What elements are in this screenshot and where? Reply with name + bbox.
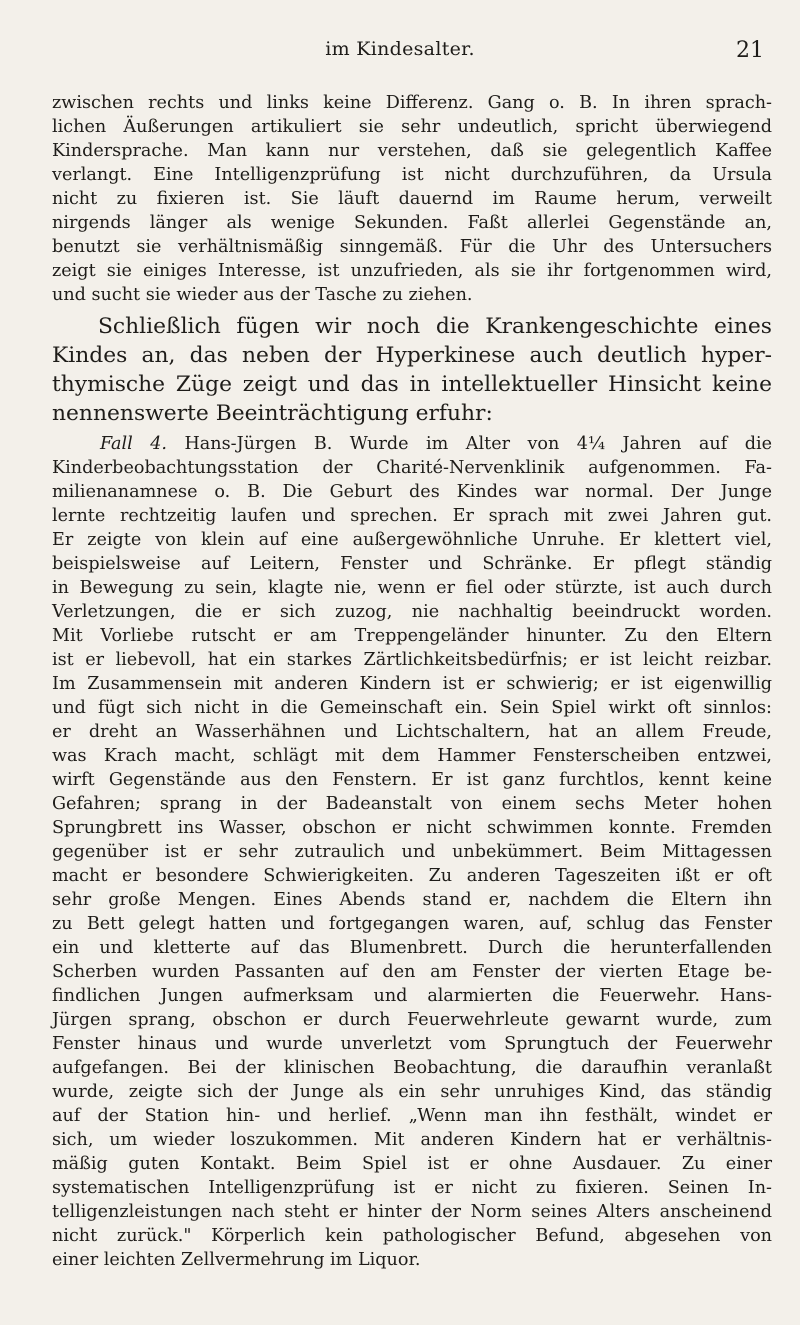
- intro-line: Kindes an, das neben der Hyperkinese auch deutlich hyper-: [52, 343, 772, 368]
- text-line: Im Zusammensein mit anderen Kindern ist er schwierig; er ist eigenwillig: [52, 674, 772, 694]
- text-line: zeigt sie einiges Interesse, ist unzufrieden, als sie ihr fortgenommen wird,: [52, 261, 772, 281]
- text-line: Er zeigte von klein auf eine außergewöhnliche Unruhe. Er klettert viel,: [52, 530, 772, 550]
- text-line: wurde, zeigte sich der Junge als ein sehr unruhiges Kind, das ständig: [52, 1082, 772, 1102]
- intro-line: thymische Züge zeigt und das in intellektueller Hinsicht keine: [52, 372, 772, 397]
- text-line: systematischen Intelligenzprüfung ist er nicht zu fixieren. Seinen In-: [52, 1178, 772, 1198]
- page-number: 21: [736, 38, 764, 63]
- text-line: benutzt sie verhältnismäßig sinngemäß. Für die Uhr des Untersuchers: [52, 237, 772, 257]
- case-first-line-text: Hans-Jürgen B. Wurde im Alter von 4¼ Jahren auf die: [184, 434, 773, 454]
- text-line: wirft Gegenstände aus den Fenstern. Er ist ganz furchtlos, kennt keine: [52, 770, 772, 790]
- text-line: beispielsweise auf Leitern, Fenster und Schränke. Er pflegt ständig: [52, 554, 772, 574]
- text-line: Kinderbeobachtungsstation der Charité-Nervenklinik aufgenommen. Fa-: [52, 458, 772, 478]
- text-line: Jürgen sprang, obschon er durch Feuerwehrleute gewarnt wurde, zum: [52, 1010, 772, 1030]
- text-line: zwischen rechts und links keine Differenz. Gang o. B. In ihren sprach-: [52, 93, 772, 113]
- text-line: aufgefangen. Bei der klinischen Beobachtung, die daraufhin veranlaßt: [52, 1058, 772, 1078]
- text-line: auf der Station hin- und herlief. „Wenn man ihn festhält, windet er: [52, 1106, 772, 1126]
- text-line: Scherben wurden Passanten auf den am Fenster der vierten Etage be-: [52, 962, 772, 982]
- text-line: und fügt sich nicht in die Gemeinschaft ein. Sein Spiel wirkt oft sinnlos:: [52, 698, 772, 718]
- text-line: milienanamnese o. B. Die Geburt des Kindes war normal. Der Junge: [52, 482, 772, 502]
- text-line: nicht zurück." Körperlich kein pathologischer Befund, abgesehen von: [52, 1226, 772, 1246]
- text-line: nicht zu fixieren ist. Sie läuft dauernd im Raume herum, verweilt: [52, 189, 772, 209]
- text-line: verlangt. Eine Intelligenzprüfung ist nicht durchzuführen, da Ursula: [52, 165, 772, 185]
- running-title: im Kindesalter.: [325, 38, 475, 60]
- text-line: telligenzleistungen nach steht er hinter der Norm seines Alters anscheinend: [52, 1202, 772, 1222]
- text-line: ist er liebevoll, hat ein starkes Zärtlichkeitsbedürfnis; er ist leicht reizbar.: [52, 650, 772, 670]
- text-line: Sprungbrett ins Wasser, obschon er nicht schwimmen konnte. Fremden: [52, 818, 772, 838]
- case-label: Fall 4.: [100, 434, 167, 454]
- text-line: ein und kletterte auf das Blumenbrett. Durch die herunterfallenden: [52, 938, 772, 958]
- text-line: in Bewegung zu sein, klagte nie, wenn er fiel oder stürzte, ist auch durch: [52, 578, 772, 598]
- text-line: findlichen Jungen aufmerksam und alarmierten die Feuerwehr. Hans-: [52, 986, 772, 1006]
- text-line: Verletzungen, die er sich zuzog, nie nachhaltig beeindruckt worden.: [52, 602, 772, 622]
- text-line: Mit Vorliebe rutscht er am Treppengeländer hinunter. Zu den Eltern: [52, 626, 772, 646]
- case-first-line: [100, 433, 772, 456]
- text-line: macht er besondere Schwierigkeiten. Zu anderen Tageszeiten ißt er oft: [52, 866, 772, 886]
- text-line: er dreht an Wasserhähnen und Lichtschaltern, hat an allem Freude,: [52, 722, 772, 742]
- text-line: was Krach macht, schlägt mit dem Hammer Fensterscheiben entzwei,: [52, 746, 772, 766]
- text-line: gegenüber ist er sehr zutraulich und unbekümmert. Beim Mittagessen: [52, 842, 772, 862]
- text-line: nirgends länger als wenige Sekunden. Faßt allerlei Gegenstände an,: [52, 213, 772, 233]
- text-line: sich, um wieder loszukommen. Mit anderen Kindern hat er verhältnis-: [52, 1130, 772, 1150]
- text-line: einer leichten Zellvermehrung im Liquor.: [52, 1250, 421, 1270]
- text-line: lernte rechtzeitig laufen und sprechen. Er sprach mit zwei Jahren gut.: [52, 506, 772, 526]
- text-line: und sucht sie wieder aus der Tasche zu ziehen.: [52, 285, 473, 305]
- text-line: Kindersprache. Man kann nur verstehen, daß sie gelegentlich Kaffee: [52, 141, 772, 161]
- running-head: [0, 38, 800, 68]
- intro-line: Schließlich fügen wir noch die Krankengeschichte eines: [98, 314, 772, 339]
- text-line: lichen Äußerungen artikuliert sie sehr undeutlich, spricht überwiegend: [52, 117, 772, 137]
- text-line: sehr große Mengen. Eines Abends stand er, nachdem die Eltern ihn: [52, 890, 772, 910]
- text-line: mäßig guten Kontakt. Beim Spiel ist er ohne Ausdauer. Zu einer: [52, 1154, 772, 1174]
- text-line: Gefahren; sprang in der Badeanstalt von einem sechs Meter hohen: [52, 794, 772, 814]
- text-line: zu Bett gelegt hatten und fortgegangen waren, auf, schlug das Fenster: [52, 914, 772, 934]
- intro-line: nennenswerte Beeinträchtigung erfuhr:: [52, 401, 493, 426]
- text-line: Fenster hinaus und wurde unverletzt vom Sprungtuch der Feuerwehr: [52, 1034, 772, 1054]
